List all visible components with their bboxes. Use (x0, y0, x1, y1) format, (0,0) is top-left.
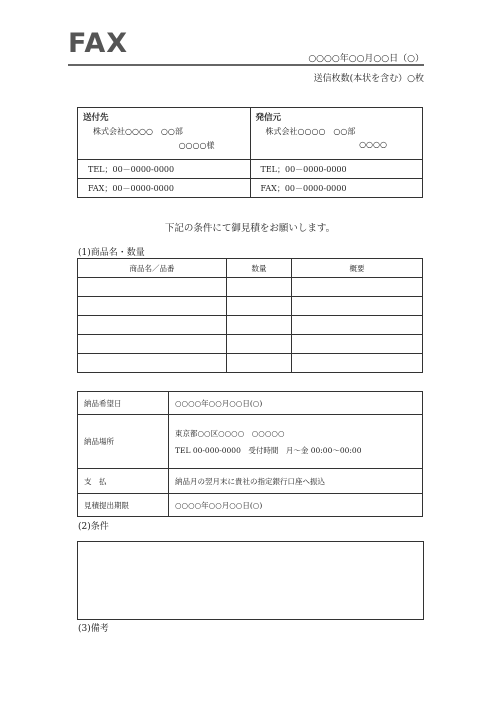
recipient-fax: FAX；00－0000-0000 (78, 179, 251, 198)
sender-tel: TEL；00－0000-0000 (250, 160, 423, 179)
col-product: 商品名／品番 (78, 259, 227, 278)
recipient-person: ○○○○様 (178, 141, 215, 150)
delivery-place-contact: TEL 00-000-0000 受付時間 月～金 00:00～00:00 (175, 445, 362, 455)
col-quantity: 数量 (227, 259, 292, 278)
col-summary: 概要 (292, 259, 423, 278)
table-cell[interactable] (78, 278, 227, 297)
product-table (77, 258, 423, 373)
table-cell[interactable] (78, 335, 227, 354)
deadline-value: ○○○○年○○月○○日(○) (169, 494, 423, 517)
table-cell[interactable] (227, 316, 292, 335)
table-cell[interactable] (227, 278, 292, 297)
contact-table (77, 107, 423, 198)
table-cell[interactable] (78, 297, 227, 316)
conditions-table (77, 391, 423, 517)
send-date: ○○○○年○○月○○日（○） (308, 54, 424, 64)
table-row (78, 335, 423, 354)
table-row (78, 297, 423, 316)
payment-label: 支 払 (78, 469, 169, 494)
table-cell[interactable] (292, 297, 423, 316)
table-cell[interactable] (78, 354, 227, 373)
table-cell[interactable] (292, 278, 423, 297)
deadline-label: 見積提出期限 (78, 494, 169, 517)
page-count: 送信枚数(本状を含む）○枚 (313, 74, 424, 84)
section3-title: (3)備考 (78, 624, 109, 634)
delivery-place-value (169, 415, 423, 469)
delivery-place-label: 納品場所 (78, 415, 169, 469)
title-rule (68, 64, 424, 66)
section1-title: (1)商品名・数量 (78, 248, 145, 258)
instruction-text: 下記の条件にて御見積をお願いします。 (164, 223, 336, 234)
table-cell[interactable] (78, 316, 227, 335)
table-row (78, 316, 423, 335)
table-cell[interactable] (227, 297, 292, 316)
sender-fax: FAX；00－0000-0000 (250, 179, 423, 198)
section2-title: (2)条件 (78, 522, 109, 532)
delivery-place-address: 東京都○○区○○○○ ○○○○○ (175, 428, 285, 438)
table-cell[interactable] (292, 335, 423, 354)
sender-label: 発信元 (255, 113, 282, 123)
delivery-date-label: 納品希望日 (78, 392, 169, 415)
table-cell[interactable] (227, 354, 292, 373)
delivery-date-value: ○○○○年○○月○○日(○) (169, 392, 423, 415)
sender-company: 株式会社○○○○ ○○部 (265, 127, 356, 136)
payment-value: 納品月の翌月末に貴社の指定銀行口座へ振込 (169, 469, 423, 494)
recipient-label: 送付先 (83, 113, 109, 123)
table-cell[interactable] (292, 316, 423, 335)
table-cell[interactable] (292, 354, 423, 373)
recipient-tel: TEL；00－0000-0000 (78, 160, 251, 179)
sender-cell (250, 108, 423, 160)
sender-person: ○○○○ (359, 140, 387, 149)
table-row (78, 354, 423, 373)
recipient-cell (78, 108, 251, 160)
conditions-box[interactable] (77, 541, 424, 620)
table-cell[interactable] (227, 335, 292, 354)
recipient-company: 株式会社○○○○ ○○部 (93, 127, 183, 136)
fax-title: FAX (68, 28, 129, 59)
table-row (78, 278, 423, 297)
